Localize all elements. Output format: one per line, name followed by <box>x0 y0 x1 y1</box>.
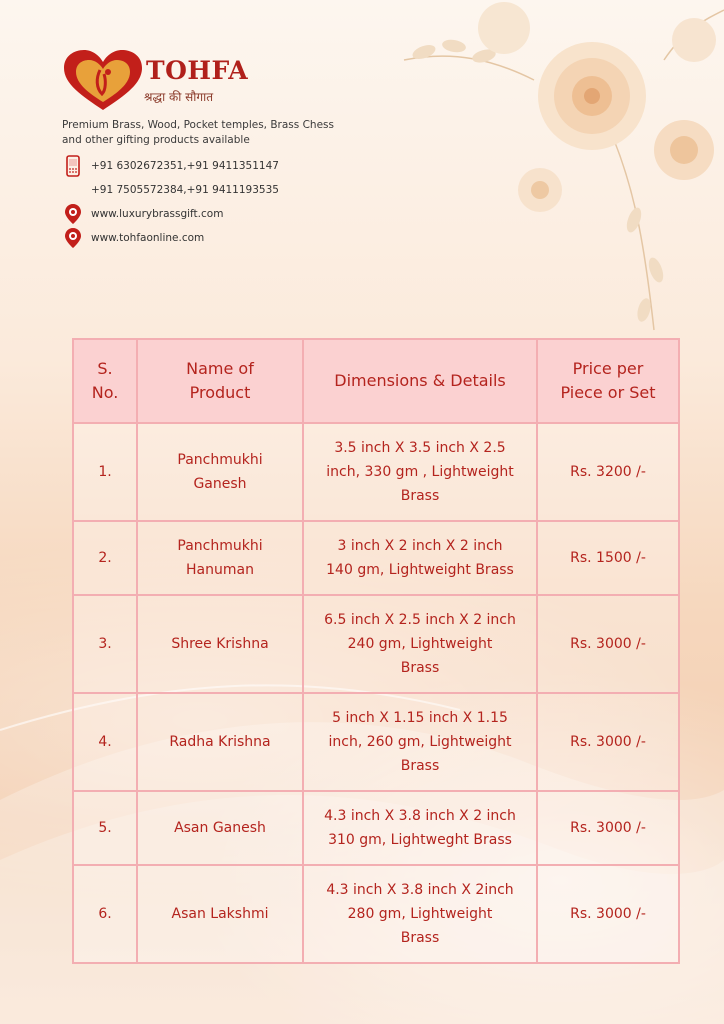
header-dimensions-label: Dimensions & Details <box>334 371 506 390</box>
cell-serial-no: 4. <box>73 693 137 791</box>
cell-price: Rs. 3200 /- <box>537 423 679 521</box>
table-row <box>73 521 679 595</box>
contact-phone-1 <box>62 154 362 178</box>
brand-tagline: श्रद्धा की सौगात <box>144 89 214 104</box>
header-serial-no <box>73 339 137 423</box>
product-price-table <box>72 338 680 964</box>
header-dimensions <box>303 339 537 423</box>
contact-text[interactable]: +91 7505572384,+91 9411193535 <box>91 184 279 196</box>
cell-serial-no: 3. <box>73 595 137 693</box>
header-price-label: Price per Piece or Set <box>560 359 656 402</box>
contact-website-2 <box>62 226 362 250</box>
table-row <box>73 791 679 865</box>
header-price <box>537 339 679 423</box>
cell-product-name: Asan Lakshmi <box>137 865 303 963</box>
cell-product-name: Asan Ganesh <box>137 791 303 865</box>
cell-serial-no: 5. <box>73 791 137 865</box>
header-serial-no-label: S. No. <box>91 359 119 402</box>
contact-text[interactable]: +91 6302672351,+91 9411351147 <box>91 160 279 172</box>
contact-website-1 <box>62 202 362 226</box>
contact-list <box>62 154 362 250</box>
table-row <box>73 693 679 791</box>
location-pin-icon <box>62 203 84 225</box>
cell-product-name: Shree Krishna <box>137 595 303 693</box>
cell-price: Rs. 3000 /- <box>537 791 679 865</box>
cell-details: 3.5 inch X 3.5 inch X 2.5 inch, 330 gm , Lightweight Brass <box>303 423 537 521</box>
cell-price: Rs. 3000 /- <box>537 693 679 791</box>
cell-price: Rs. 3000 /- <box>537 865 679 963</box>
ganesha-heart-logo-icon <box>62 50 144 112</box>
contact-icon-spacer <box>62 179 84 201</box>
cell-product-name: Panchmukhi Hanuman <box>137 521 303 595</box>
flower-decoration <box>364 0 724 340</box>
cell-price: Rs. 1500 /- <box>537 521 679 595</box>
brand-description: Premium Brass, Wood, Pocket temples, Brass Chess and other gifting products available <box>62 119 334 146</box>
phone-icon <box>62 155 84 177</box>
website-link[interactable]: www.tohfaonline.com <box>91 232 205 244</box>
cell-serial-no: 1. <box>73 423 137 521</box>
cell-details: 4.3 inch X 3.8 inch X 2 inch 310 gm, Lightweght Brass <box>303 791 537 865</box>
brand-name: TOHFA <box>146 55 249 85</box>
cell-price: Rs. 3000 /- <box>537 595 679 693</box>
logo <box>62 50 362 112</box>
cell-serial-no: 6. <box>73 865 137 963</box>
website-link[interactable]: www.luxurybrassgift.com <box>91 208 224 220</box>
cell-details: 4.3 inch X 3.8 inch X 2inch 280 gm, Lightweight Brass <box>303 865 537 963</box>
contact-phone-2 <box>62 178 362 202</box>
header-product-name <box>137 339 303 423</box>
location-pin-icon <box>62 227 84 249</box>
table-header-row <box>73 339 679 423</box>
cell-details: 5 inch X 1.15 inch X 1.15 inch, 260 gm, Lightweight Brass <box>303 693 537 791</box>
table-row <box>73 595 679 693</box>
cell-serial-no: 2. <box>73 521 137 595</box>
cell-product-name: Panchmukhi Ganesh <box>137 423 303 521</box>
cell-details: 6.5 inch X 2.5 inch X 2 inch 240 gm, Lightweight Brass <box>303 595 537 693</box>
header <box>62 50 362 250</box>
header-product-name-label: Name of Product <box>186 359 254 402</box>
cell-product-name: Radha Krishna <box>137 693 303 791</box>
cell-details: 3 inch X 2 inch X 2 inch 140 gm, Lightweight Brass <box>303 521 537 595</box>
table-row <box>73 865 679 963</box>
table-row <box>73 423 679 521</box>
